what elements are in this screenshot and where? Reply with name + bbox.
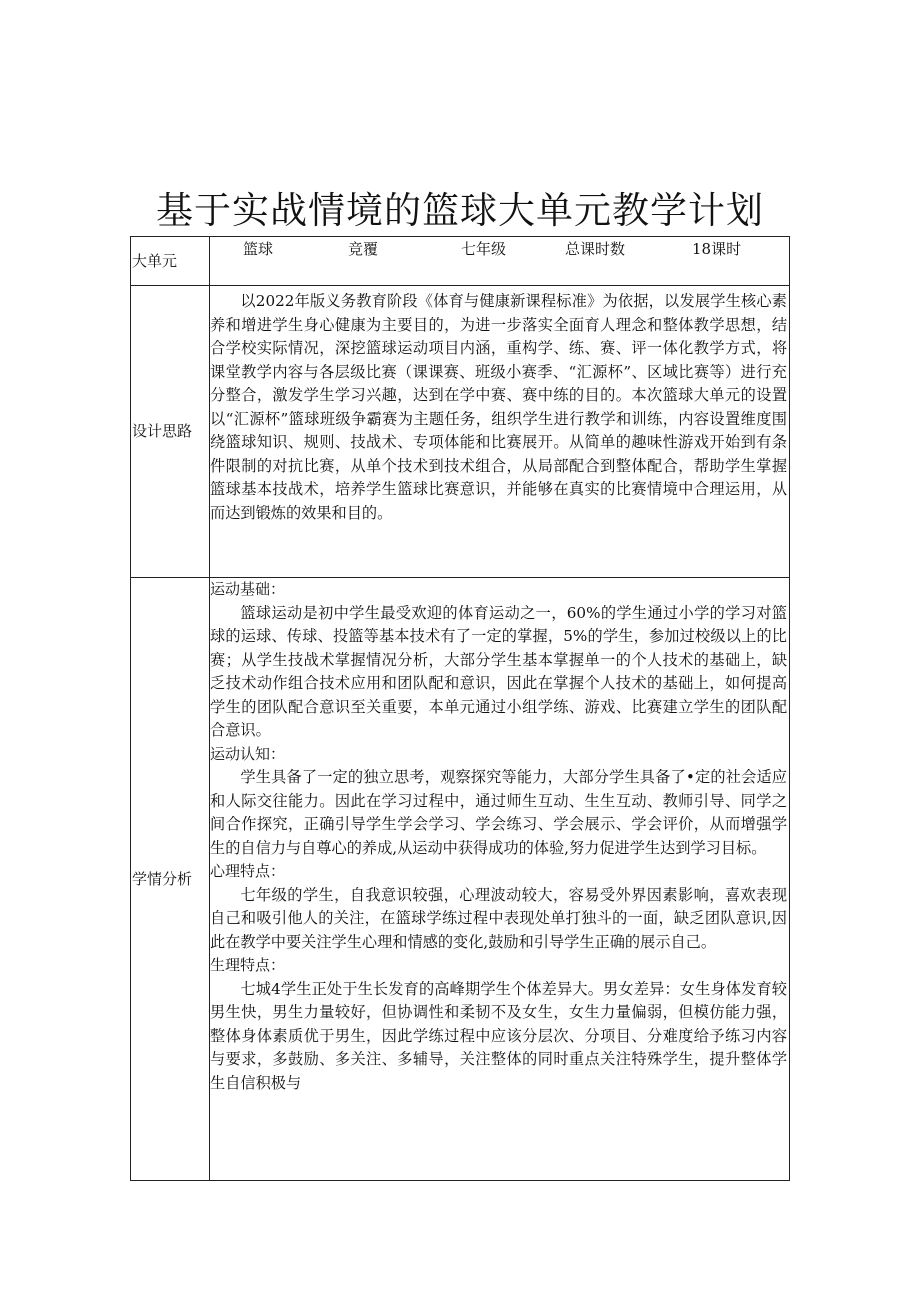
page-title: 基于实战情境的篮球大单元教学计划	[156, 189, 764, 232]
plan-table	[130, 236, 790, 1181]
unit-row	[131, 237, 790, 286]
section-heading-sport-cognition: 运动认知：	[210, 744, 286, 763]
section-text-sport-basis: 篮球运动是初中学生最受欢迎的体育运动之一，60%的学生通过小学的学习对篮球的运球、传球、投篮等基本技术有了一定的掌握，5%的学生，参加过校级以上的比赛；从学生技战术掌握情况分析，大部分学生基本掌握单一的个人技术的基础上，缺乏技术动作组合技术应用和团队配和意识，因此在掌握个人技术的基础上，如何提高学生的团队配合意识至关重要，本单元通过小组学练、游戏、比赛建立学生的团队配合意识。	[210, 603, 787, 739]
section-heading-sport-basis: 运动基础：	[210, 580, 286, 598]
unit-total-hours-label: 总课时数	[565, 240, 626, 258]
section-text-psychology: 七年级的学生，自我意识较强，心理波动较大，容易受外界因素影响，喜欢表现自己和吸引他人的关注，在篮球学练过程中表现处单打独斗的一面，缺乏团队意识,因此在教学中要关注学生心理和情感的变化,鼓励和引导学生正确的展示自己。	[210, 885, 787, 951]
unit-info-cell	[210, 237, 790, 286]
design-label: 设计思路	[131, 286, 210, 578]
analysis-cell	[210, 578, 790, 1181]
unit-grade: 七年级	[461, 240, 507, 258]
design-row	[131, 286, 790, 578]
analysis-label: 学情分析	[131, 578, 210, 1181]
unit-sport: 篮球	[243, 240, 274, 258]
unit-label: 大单元	[131, 237, 210, 286]
analysis-row	[131, 578, 790, 1181]
section-heading-physiology: 生理特点：	[210, 956, 286, 974]
unit-total-hours-value: 18课时	[692, 240, 742, 258]
section-heading-psychology: 心理特点：	[210, 862, 286, 880]
design-paragraph: 以2022年版义务教育阶段《体育与健康新课程标准》为依据，以发展学生核心素养和增进学生身心健康为主要目的，为进一步落实全面育人理念和整体教学思想，结合学校实际情况，深挖篮球运动项目内涵，重构学、练、赛、评一体化教学方式，将课堂教学内容与各层级比赛（课课赛、班级小赛季、“汇源杯”、区域比赛等）进行充分整合，激发学生学习兴趣，达到在学中赛、赛中练的目的。本次篮球大单元的设置以“汇源杯”篮球班级争霸赛为主题任务，组织学生进行教学和训练，内容设置维度围绕篮球知识、规则、技战术、专项体能和比赛展开。从简单的趣味性游戏开始到有条件限制的对抗比赛，从单个技术到技术组合，从局部配合到整体配合，帮助学生掌握篮球基本技战术，培养学生篮球比赛意识，并能够在真实的比赛情境中合理运用，从而达到锻炼的效果和目的。	[210, 292, 787, 522]
unit-type: 竞覆	[348, 240, 379, 258]
design-cell	[210, 286, 790, 578]
section-text-physiology: 七城4学生正处于生长发育的高峰期学生个体差异大。男女差异：女生身体发育较男生快，男生力量较好，但协调性和柔韧不及女生，女生力量偏弱，但模仿能力强，整体身体素质优于男生，因此学练过程中应该分层次、分项目、分难度给予练习内容与要求，多鼓励、多关注、多辅导，关注整体的同时重点关注特殊学生，提升整体学生自信积极与	[210, 979, 787, 1092]
section-text-sport-cognition: 学生具备了一定的独立思考，观察探究等能力，大部分学生具备了•定的社会适应和人际交往能力。因此在学习过程中，通过师生互动、生生互动、教师引导、同学之间合作探究，正确引导学生学会学习、学会练习、学会展示、学会评价，从而增强学生的自信力与自尊心的养成,从运动中获得成功的体验,努力促进学生达到学习目标。	[210, 768, 787, 857]
